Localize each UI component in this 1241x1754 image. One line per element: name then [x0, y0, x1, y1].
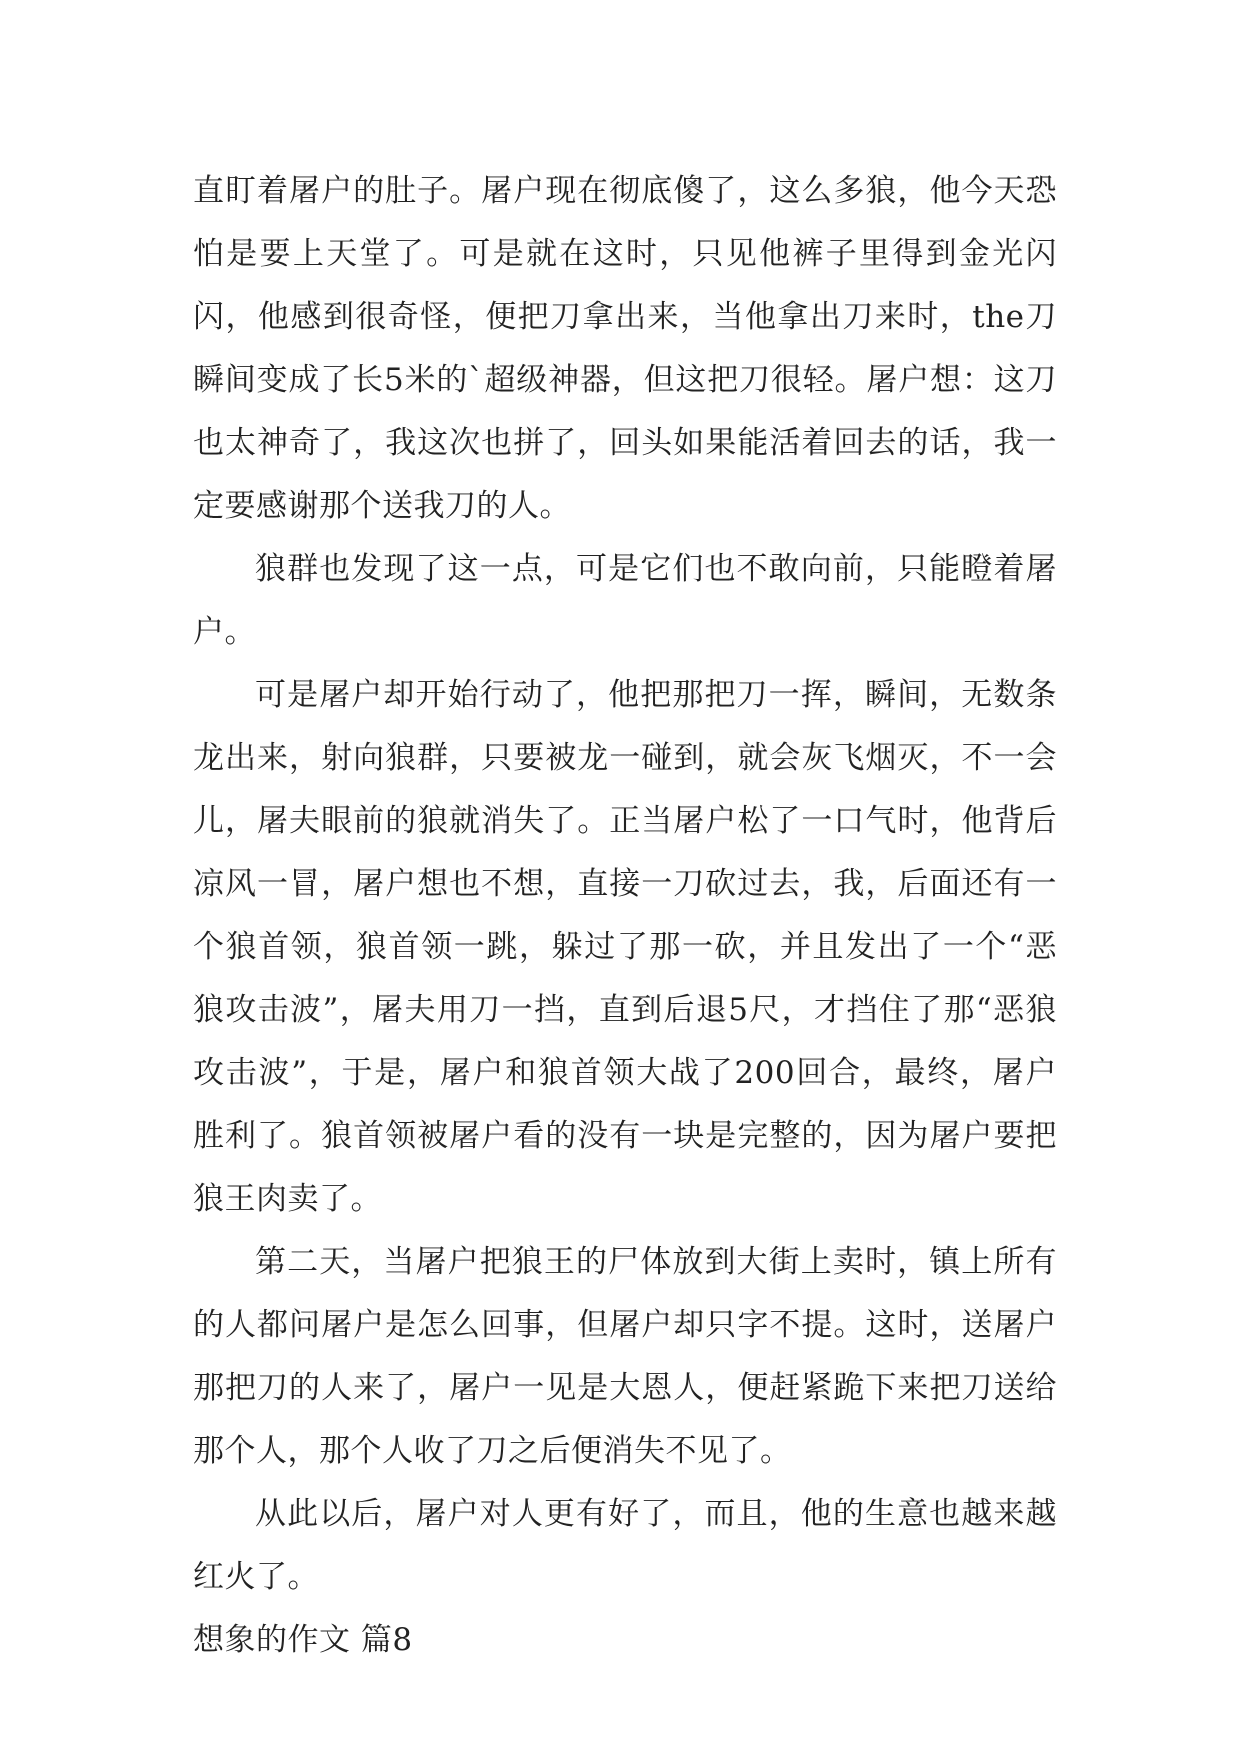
paragraph-4: 第二天，当屠户把狼王的尸体放到大街上卖时，镇上所有的人都问屠户是怎么回事，但屠户却只字不提。这时，送屠户那把刀的人来了，屠户一见是大恩人，便赶紧跪下来把刀送给那个人，那个人收了刀之后便消失不见了。	[193, 1244, 1057, 1469]
document-body	[193, 160, 1057, 1672]
paragraph-2: 狼群也发现了这一点，可是它们也不敢向前，只能瞪着屠户。	[193, 551, 1057, 650]
paragraph-3: 可是屠户却开始行动了，他把那把刀一挥，瞬间，无数条龙出来，射向狼群，只要被龙一碰到，就会灰飞烟灭，不一会儿，屠夫眼前的狼就消失了。正当屠户松了一口气时，他背后凉风一冒，屠户想也不想，直接一刀砍过去，我，后面还有一个狼首领，狼首领一跳，躲过了那一砍，并且发出了一个“恶狼攻击波”，屠夫用刀一挡，直到后退5尺，才挡住了那“恶狼攻击波”，于是，屠户和狼首领大战了200回合，最终，屠户胜利了。狼首领被屠户看的没有一块是完整的，因为屠户要把狼王肉卖了。	[193, 677, 1057, 1217]
paragraph-1: 直盯着屠户的肚子。屠户现在彻底傻了，这么多狼，他今天恐怕是要上天堂了。可是就在这时，只见他裤子里得到金光闪闪，他感到很奇怪，便把刀拿出来，当他拿出刀来时，the刀瞬间变成了长5米的`超级神器，但这把刀很轻。屠户想：这刀也太神奇了，我这次也拼了，回头如果能活着回去的话，我一定要感谢那个送我刀的人。	[193, 173, 1057, 524]
paragraph-5: 从此以后，屠户对人更有好了，而且，他的生意也越来越红火了。	[193, 1496, 1057, 1595]
section-heading: 想象的作文 篇8	[193, 1622, 413, 1658]
